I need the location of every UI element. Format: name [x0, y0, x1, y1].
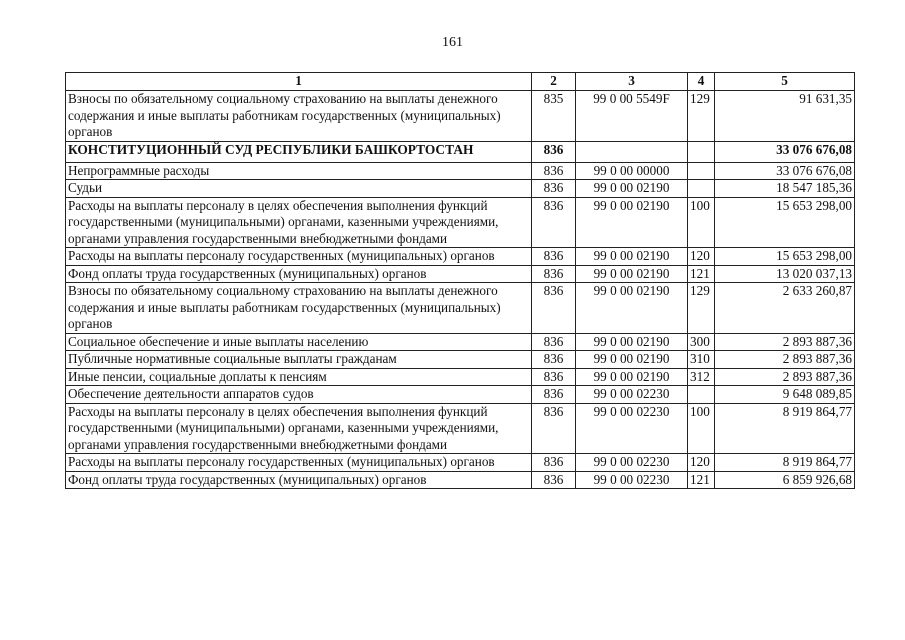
row-amount-cell: 8 919 864,77 [715, 454, 855, 472]
row-target-article-cell: 99 0 00 02190 [576, 351, 688, 369]
row-amount-cell: 2 893 887,36 [715, 333, 855, 351]
table-row [66, 403, 855, 454]
row-name-cell: Социальное обеспечение и иные выплаты населению [66, 333, 532, 351]
row-expense-type-cell: 121 [688, 471, 715, 489]
header-col-5: 5 [715, 73, 855, 91]
row-expense-type-cell [688, 386, 715, 404]
table-row [66, 162, 855, 180]
row-name-cell: Расходы на выплаты персоналу государственных (муниципальных) органов [66, 454, 532, 472]
row-name-cell: Расходы на выплаты персоналу государственных (муниципальных) органов [66, 248, 532, 266]
row-target-article-cell: 99 0 00 02190 [576, 197, 688, 248]
row-name-cell: КОНСТИТУЦИОННЫЙ СУД РЕСПУБЛИКИ БАШКОРТОСТАН [66, 141, 532, 162]
row-expense-type-cell [688, 141, 715, 162]
row-name-cell: Иные пенсии, социальные доплаты к пенсиям [66, 368, 532, 386]
row-target-article-cell: 99 0 00 5549F [576, 91, 688, 142]
header-col-3: 3 [576, 73, 688, 91]
row-name-cell: Фонд оплаты труда государственных (муниципальных) органов [66, 471, 532, 489]
row-ved-code-cell: 836 [532, 333, 576, 351]
row-ved-code-cell: 836 [532, 471, 576, 489]
header-col-1: 1 [66, 73, 532, 91]
row-ved-code-cell: 836 [532, 162, 576, 180]
row-expense-type-cell: 121 [688, 265, 715, 283]
row-target-article-cell [576, 141, 688, 162]
row-target-article-cell: 99 0 00 02190 [576, 265, 688, 283]
row-amount-cell: 15 653 298,00 [715, 197, 855, 248]
table-row [66, 141, 855, 162]
table-row [66, 180, 855, 198]
row-expense-type-cell: 312 [688, 368, 715, 386]
row-target-article-cell: 99 0 00 02190 [576, 283, 688, 334]
row-name-cell: Непрограммные расходы [66, 162, 532, 180]
row-ved-code-cell: 836 [532, 368, 576, 386]
row-name-cell: Взносы по обязательному социальному страхованию на выплаты денежного содержания и иные выплаты работникам государственных (муниципальных) органов [66, 91, 532, 142]
row-ved-code-cell: 836 [532, 248, 576, 266]
row-expense-type-cell: 120 [688, 248, 715, 266]
table-row [66, 283, 855, 334]
row-amount-cell: 2 893 887,36 [715, 368, 855, 386]
row-target-article-cell: 99 0 00 00000 [576, 162, 688, 180]
row-ved-code-cell: 836 [532, 197, 576, 248]
table-row [66, 91, 855, 142]
row-ved-code-cell: 836 [532, 386, 576, 404]
row-ved-code-cell: 836 [532, 265, 576, 283]
row-ved-code-cell: 836 [532, 141, 576, 162]
page-number: 161 [442, 35, 463, 50]
row-amount-cell: 9 648 089,85 [715, 386, 855, 404]
row-target-article-cell: 99 0 00 02190 [576, 333, 688, 351]
table-row [66, 471, 855, 489]
row-amount-cell: 2 633 260,87 [715, 283, 855, 334]
row-ved-code-cell: 836 [532, 351, 576, 369]
budget-table [65, 72, 855, 489]
row-amount-cell: 8 919 864,77 [715, 403, 855, 454]
row-target-article-cell: 99 0 00 02230 [576, 386, 688, 404]
table-row [66, 454, 855, 472]
table-row [66, 368, 855, 386]
row-expense-type-cell: 310 [688, 351, 715, 369]
row-target-article-cell: 99 0 00 02190 [576, 248, 688, 266]
row-ved-code-cell: 835 [532, 91, 576, 142]
row-name-cell: Фонд оплаты труда государственных (муниципальных) органов [66, 265, 532, 283]
row-amount-cell: 2 893 887,36 [715, 351, 855, 369]
row-name-cell: Обеспечение деятельности аппаратов судов [66, 386, 532, 404]
row-name-cell: Публичные нормативные социальные выплаты гражданам [66, 351, 532, 369]
table-row [66, 197, 855, 248]
row-expense-type-cell [688, 162, 715, 180]
table-row [66, 351, 855, 369]
table-row [66, 248, 855, 266]
row-amount-cell: 33 076 676,08 [715, 162, 855, 180]
row-name-cell: Расходы на выплаты персоналу в целях обеспечения выполнения функций государственными (муниципальными) органами, казенными учреждениями, органами управления государственными внебюджетными фондами [66, 197, 532, 248]
table-header-row [66, 73, 855, 91]
row-target-article-cell: 99 0 00 02230 [576, 403, 688, 454]
row-target-article-cell: 99 0 00 02230 [576, 454, 688, 472]
row-ved-code-cell: 836 [532, 180, 576, 198]
table-body [66, 91, 855, 489]
row-amount-cell: 13 020 037,13 [715, 265, 855, 283]
row-amount-cell: 91 631,35 [715, 91, 855, 142]
table-row [66, 333, 855, 351]
row-expense-type-cell [688, 180, 715, 198]
row-expense-type-cell: 120 [688, 454, 715, 472]
row-target-article-cell: 99 0 00 02190 [576, 180, 688, 198]
row-name-cell: Расходы на выплаты персоналу в целях обеспечения выполнения функций государственными (муниципальными) органами, казенными учреждениями, органами управления государственными внебюджетными фондами [66, 403, 532, 454]
table-row [66, 386, 855, 404]
row-expense-type-cell: 300 [688, 333, 715, 351]
row-expense-type-cell: 129 [688, 91, 715, 142]
row-ved-code-cell: 836 [532, 403, 576, 454]
row-expense-type-cell: 100 [688, 403, 715, 454]
row-amount-cell: 6 859 926,68 [715, 471, 855, 489]
row-amount-cell: 15 653 298,00 [715, 248, 855, 266]
row-ved-code-cell: 836 [532, 454, 576, 472]
row-ved-code-cell: 836 [532, 283, 576, 334]
header-col-2: 2 [532, 73, 576, 91]
row-expense-type-cell: 129 [688, 283, 715, 334]
row-name-cell: Взносы по обязательному социальному страхованию на выплаты денежного содержания и иные выплаты работникам государственных (муниципальных) органов [66, 283, 532, 334]
row-expense-type-cell: 100 [688, 197, 715, 248]
header-col-4: 4 [688, 73, 715, 91]
row-amount-cell: 18 547 185,36 [715, 180, 855, 198]
row-target-article-cell: 99 0 00 02190 [576, 368, 688, 386]
row-name-cell: Судьи [66, 180, 532, 198]
row-target-article-cell: 99 0 00 02230 [576, 471, 688, 489]
table-row [66, 265, 855, 283]
row-amount-cell: 33 076 676,08 [715, 141, 855, 162]
